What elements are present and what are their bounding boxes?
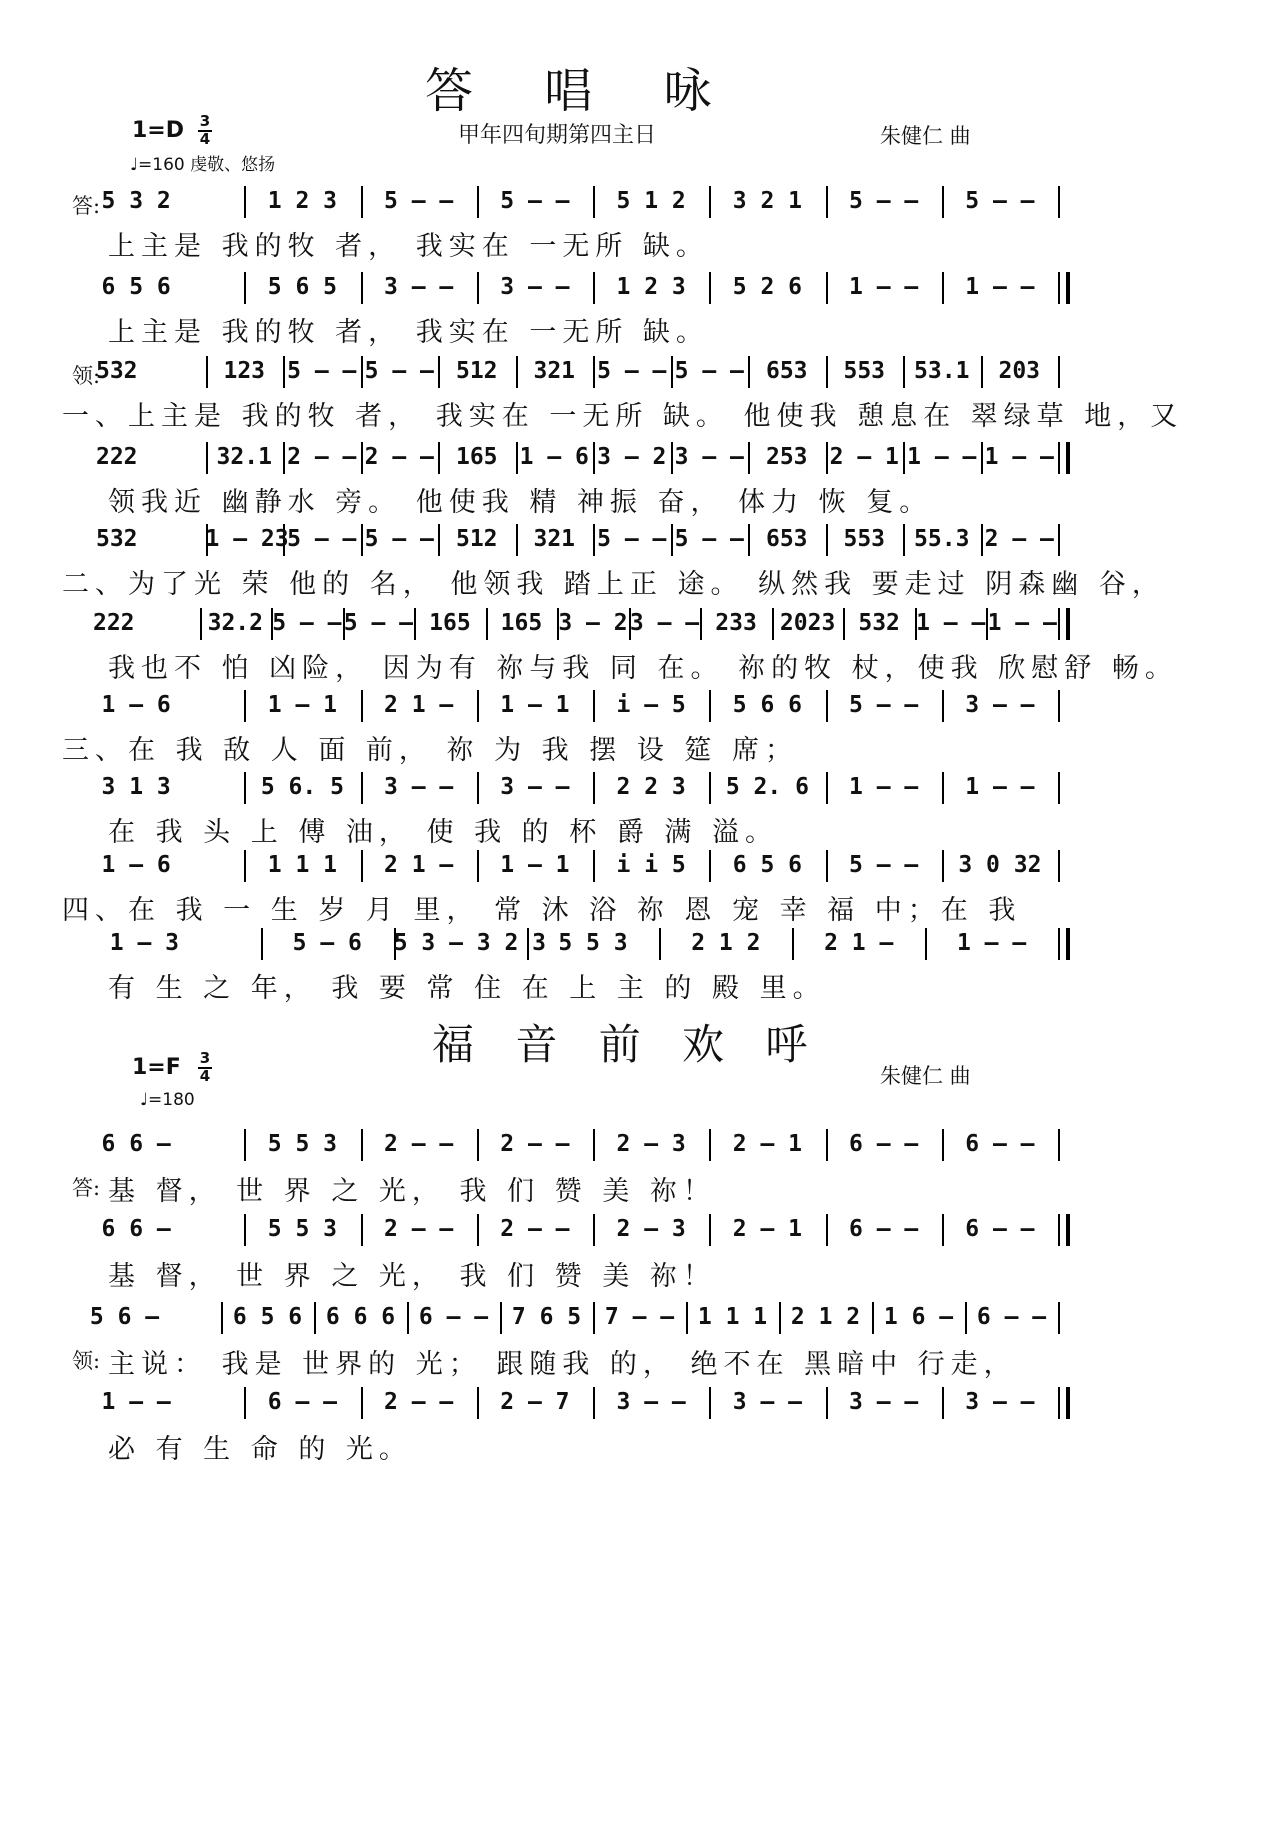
measure-notes: 1 – – [849,274,919,300]
measure-notes: i – 5 [616,692,686,718]
measure-notes: 5 – – [364,526,434,552]
song2-key: 1=F [132,1055,181,1080]
measure-notes: 5 – – [343,610,413,636]
measure-notes: 532 [95,526,138,552]
measure-notes: 2 – 3 [616,1216,686,1242]
song1-composer: 朱健仁 曲 [880,124,971,148]
measure-notes: 5 2 6 [732,274,802,300]
measure-notes: 5 – – [287,526,357,552]
song1-time-bottom: 4 [199,130,211,148]
measure-notes: 5 6 – [89,1304,160,1330]
measure-notes: 3 – 2 [597,444,667,470]
measure-notes: 233 [715,610,757,636]
barline [1058,1129,1060,1161]
measure-notes: 2 – 1 [732,1131,802,1157]
measure-notes: 6 – – [965,1131,1035,1157]
measure-notes: 2 – 1 [732,1216,802,1242]
measure-notes: 2 1 – [824,930,894,956]
measure-notes: 53.1 [914,358,970,384]
measure-notes: 1 – 3 [109,930,180,956]
role-leader-label-2: 领: [72,1349,101,1373]
measure-notes: 6 – – [267,1389,337,1415]
measure-notes: 5 5 3 [267,1216,337,1242]
measure-notes: 5 3 – 3 2 3 [393,930,547,956]
measure-notes: 3 – – [384,774,454,800]
measure-notes: 5 – – [364,358,434,384]
measure-notes: 5 – – [674,526,744,552]
measure-notes: 3 – – [965,692,1035,718]
barline [1058,186,1060,218]
measure-notes: 3 2 1 [732,188,802,214]
staff-line [89,1298,1198,1338]
measure-notes: 2 – – [384,1389,454,1415]
song1-title: 答 唱 咏 [425,63,740,119]
measure-notes: 6 – – [418,1304,489,1330]
measure-notes: 5 6 6 [732,692,802,718]
final-barline [1058,272,1070,304]
measure-notes: 2 – – [500,1216,570,1242]
measure-notes: 1 – – [965,774,1035,800]
measure-notes: 165 [429,610,471,636]
measure-notes: 3 – – [849,1389,919,1415]
measure-notes: 1 – 6 [519,444,589,470]
measure-notes: 5 – – [597,358,667,384]
measure-notes: 5 – – [287,358,357,384]
staff-line [101,768,1198,808]
measure-notes: 6 6 6 [325,1304,396,1330]
measure-notes: 3 – – [732,1389,802,1415]
measure-notes: 2 – – [984,526,1054,552]
measure-notes: 3 – – [674,444,744,470]
measure-notes: 165 [500,610,543,636]
measure-notes: 553 [843,526,886,552]
measure-notes: 2 – – [287,444,357,470]
measure-notes: 5 5 3 [558,930,628,956]
measure-notes: 1 – 23 [205,526,289,552]
measure-notes: 3 – – [384,274,454,300]
staff-line [95,520,1198,560]
barline [1058,1302,1060,1334]
measure-notes: 165 [455,444,498,470]
measure-notes: 1 1 1 [697,1304,768,1330]
final-barline [1058,928,1070,960]
staff-line [101,1125,1198,1165]
lyric-line: 有 生 之 年， 我 要 常 住 在 上 主 的 殿 里。 [108,973,826,1004]
staff-line [95,352,1198,392]
song2-title: 福 音 前 欢 呼 [432,1020,822,1069]
measure-notes: 1 – 1 [267,692,337,718]
measure-notes: 3 0 32 [958,852,1042,878]
measure-notes: 2 – 1 [829,444,899,470]
measure-notes: 5 1 2 [616,188,686,214]
final-barline [1058,608,1070,640]
lyric-line: 必 有 生 命 的 光。 [108,1434,412,1465]
measure-notes: 6 5 6 [732,852,802,878]
measure-notes: 1 – – [965,274,1035,300]
measure-notes: 3 – – [500,274,570,300]
measure-notes: 6 – – [965,1216,1035,1242]
measure-notes: 222 [95,444,138,470]
measure-notes: 321 [533,358,576,384]
staff-line [101,1210,1198,1250]
lyric-line: 我也不 怕 凶险， 因为有 祢与我 同 在。 祢的牧 杖，使我 欣慰舒 畅。 [108,653,1178,684]
lyric-line: 一、上主是 我的牧 者， 我实在 一无所 缺。 他使我 憩息在 翠绿草 地，又 [62,401,1184,432]
measure-notes: 253 [765,444,808,470]
measure-notes: 1 – 1 [500,692,570,718]
song1-key: 1=D [132,118,185,143]
measure-notes: 222 [92,610,135,636]
measure-notes: 1 – – [849,774,919,800]
final-barline [1058,1214,1070,1246]
measure-notes: i i 5 [616,852,686,878]
measure-notes: 5 – – [849,852,919,878]
measure-notes: 5 – – [384,188,454,214]
measure-notes: 2 – 3 [616,1131,686,1157]
measure-notes: 5 6 5 [267,274,337,300]
measure-notes: 1 – 1 [500,852,570,878]
song2-time-bottom: 4 [199,1067,211,1085]
measure-notes: 3 1 3 [101,774,171,800]
lyric-line: 主说： 我是 世界的 光； 跟随我 的， 绝不在 黑暗中 行走， [108,1349,1017,1380]
lyric-line: 基 督， 世 界 之 光， 我 们 赞 美 祢！ [108,1261,716,1292]
measure-notes: 3 – – [629,610,700,636]
measure-notes: 6 – – [976,1304,1047,1330]
measure-notes: 1 – – [984,444,1054,470]
staff-line [101,846,1198,886]
measure-notes: 2 1 2 [691,930,761,956]
measure-notes: 5 2. 6 [725,774,809,800]
barline [1058,850,1060,882]
measure-notes: 5 – – [597,526,667,552]
final-barline [1058,1387,1070,1419]
measure-notes: 3 – – [616,1389,686,1415]
measure-notes: 653 [765,526,808,552]
lyric-line: 上主是 我的牧 者， 我实在 一无所 缺。 [108,317,709,348]
measure-notes: 1 – – [956,930,1027,956]
lyric-line: 领我近 幽静水 旁。 他使我 精 神振 奋， 体力 恢 复。 [108,487,933,518]
measure-notes: 1 6 – [883,1304,954,1330]
measure-notes: 55.3 [914,526,970,552]
role-answer-label-2: 答: [72,1176,101,1200]
measure-notes: 2 – – [384,1216,454,1242]
barline [1058,524,1060,556]
measure-notes: 1 – – [916,610,986,636]
song1-subtitle: 甲年四旬期第四主日 [458,123,657,148]
measure-notes: 3 – – [965,1389,1035,1415]
staff-line [101,1383,1198,1423]
measure-notes: 6 – – [849,1216,919,1242]
measure-notes: 1 2 3 [616,274,686,300]
lyric-line: 基 督， 世 界 之 光， 我 们 赞 美 祢！ [108,1176,716,1207]
measure-notes: 1 – – [907,444,977,470]
measure-notes: 5 – 6 [292,930,362,956]
song2-time-top: 3 [199,1049,211,1067]
measure-notes: 1 – 6 [101,852,171,878]
measure-notes: 532 [95,358,138,384]
measure-notes: 7 – – [604,1304,675,1330]
measure-notes: 203 [998,358,1041,384]
lyric-line: 在 我 头 上 傅 油， 使 我 的 杯 爵 满 溢。 [108,817,778,848]
staff-line [101,268,1198,308]
measure-notes: 5 – – [849,188,919,214]
measure-notes: 512 [455,358,498,384]
measure-notes: 1 – – [101,1389,171,1415]
measure-notes: 2 – – [500,1131,570,1157]
measure-notes: 2 – 7 [500,1389,570,1415]
barline [1058,690,1060,722]
staff-line [95,438,1198,478]
measure-notes: 6 5 6 [232,1304,303,1330]
measure-notes: 512 [455,526,498,552]
measure-notes: 2 – – [384,1131,454,1157]
measure-notes: 32.1 [216,444,272,470]
measure-notes: 5 – – [500,188,570,214]
measure-notes: 5 5 3 [267,1131,337,1157]
measure-notes: 6 6 – [101,1131,171,1157]
barline [1058,356,1060,388]
measure-notes: 653 [765,358,808,384]
measure-notes: 2 1 2 [790,1304,861,1330]
measure-notes: 532 [858,610,900,636]
measure-notes: 2 1 – [384,692,454,718]
measure-notes: 3 – 2 [558,610,628,636]
measure-notes: 6 5 6 [101,274,171,300]
measure-notes: 5 3 2 [101,188,171,214]
measure-notes: 1 2 3 [267,188,337,214]
role-leader-label: 领: [72,364,101,388]
measure-notes: 2 2 3 [616,774,686,800]
measure-notes: 1 1 1 [267,852,337,878]
measure-notes: 2 – – [364,444,434,470]
measure-notes: 5 – – [272,610,342,636]
barline [1058,772,1060,804]
measure-notes: 5 – – [674,358,744,384]
measure-notes: 5 6. 5 [260,774,344,800]
staff-line [109,924,1198,964]
measure-notes: 1 – 6 [101,692,171,718]
measure-notes: 5 – – [965,188,1035,214]
measure-notes: 6 6 – [101,1216,171,1242]
song2-tempo: ♩=180 [140,1090,195,1110]
measure-notes: 3 – – [500,774,570,800]
song2-composer: 朱健仁 曲 [880,1064,971,1088]
measure-notes: 32.2 [207,610,263,636]
measure-notes: 123 [223,358,266,384]
measure-notes: 1 – – [987,610,1057,636]
lyric-line: 二、为了光 荣 他的 名， 他领我 踏上正 途。 纵然我 要走过 阴森幽 谷， [62,569,1165,600]
staff-line [101,182,1198,222]
lyric-line: 四、在 我 一 生 岁 月 里， 常 沐 浴 祢 恩 宠 幸 福 中；在 我 [62,895,1022,926]
final-barline [1058,442,1070,474]
song1-time-top: 3 [199,112,211,130]
measure-notes: 553 [843,358,886,384]
lyric-line: 三、在 我 敌 人 面 前， 祢 为 我 摆 设 筵 席； [62,735,798,766]
song1-tempo: ♩=160 虔敬、悠扬 [130,155,276,175]
measure-notes: 5 – – [849,692,919,718]
measure-notes: 6 – – [849,1131,919,1157]
measure-notes: 7 6 5 [511,1304,582,1330]
role-answer-label: 答: [72,194,101,218]
lyric-line: 上主是 我的牧 者， 我实在 一无所 缺。 [108,231,709,262]
measure-notes: 2 1 – [384,852,454,878]
staff-line [92,604,1198,644]
measure-notes: 321 [533,526,576,552]
measure-notes: 2023 [779,610,836,636]
staff-line [101,686,1198,726]
